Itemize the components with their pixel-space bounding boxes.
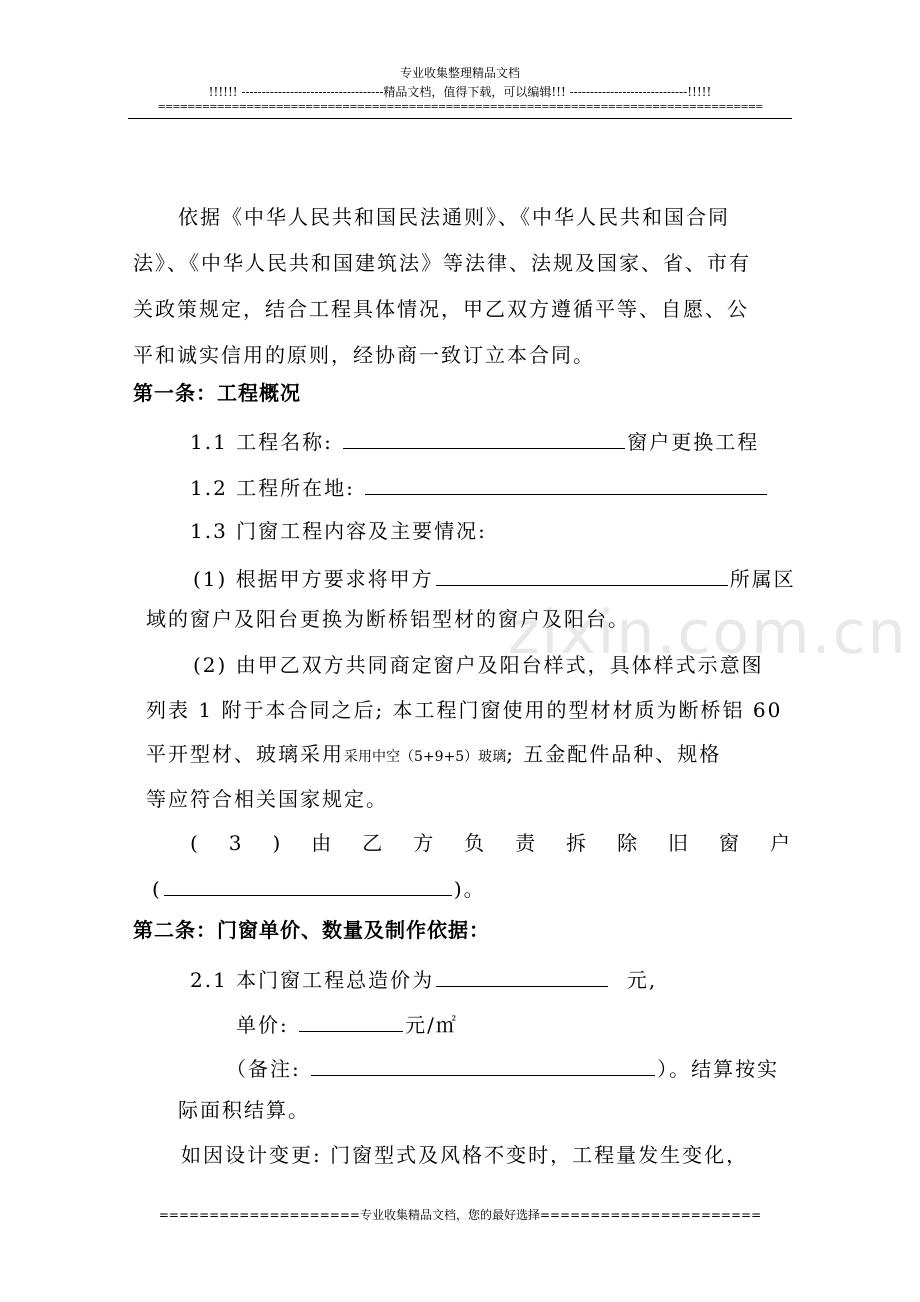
para-3-char: 由: [311, 831, 332, 855]
footer: ====================专业收集精品文档，您的最好选择======================: [158, 1208, 762, 1222]
para-2-line-3-a: 平开型材、玻璃采用: [146, 742, 344, 766]
total-price-field[interactable]: [436, 964, 608, 987]
para-3-char: 负: [464, 831, 485, 855]
watermark: zixin.com.cn: [508, 598, 908, 668]
glass-spec: 采用中空（5+9+5）玻璃: [344, 749, 507, 765]
note-suffix: ）。结算按实: [657, 1057, 780, 1081]
para-3-char: 乙: [362, 831, 383, 855]
project-location-field[interactable]: [365, 472, 767, 495]
intro-line-4: 平和诚实信用的原则，经协商一致订立本合同。: [133, 343, 595, 367]
item-1-2: [190, 472, 769, 501]
para-3-char: 拆: [566, 831, 587, 855]
para-2-line-4: 等应符合相关国家规定。: [146, 787, 388, 811]
unit-price-line: [236, 1009, 458, 1038]
header-equals-line: ==================================================================================: [157, 102, 763, 113]
note-line: [226, 1053, 779, 1082]
party-a-area-field[interactable]: [436, 563, 728, 586]
note-line-2: 际面积结算。: [178, 1098, 310, 1122]
para-3-char: 窗: [719, 831, 740, 855]
para-2-line-3-b: ; 五金配件品种、规格: [506, 742, 722, 766]
para-3-char: (: [190, 831, 198, 855]
article2-heading: 第二条：门窗单价、数量及制作依据：: [133, 918, 490, 942]
note-label: （备注:: [226, 1057, 301, 1081]
total-price-label: 2.1 本门窗工程总造价为: [190, 968, 435, 992]
para-2-line-1: (2) 由甲乙双方共同商定窗户及阳台样式，具体样式示意图: [193, 653, 764, 677]
para-3-line-2: [152, 873, 486, 902]
header-subtitle: !!!!!! -----------------------------------精品文档，值得下载，可以编辑!!! -----------------------------!!!!!: [208, 85, 712, 99]
para-3-char: 除: [617, 831, 638, 855]
old-window-field[interactable]: [164, 873, 452, 896]
para-3-char: 责: [515, 831, 536, 855]
header-title: 专业收集整理精品文档: [399, 66, 520, 80]
intro-line-2: 法》、《中华人民共和国建筑法》等法律、法规及国家、省、市有: [133, 251, 751, 275]
para-3-line-1: [190, 830, 790, 856]
item-1-3: 1.3 门窗工程内容及主要情况:: [190, 519, 487, 543]
item-1-1: [190, 426, 759, 455]
note-field[interactable]: [311, 1053, 655, 1076]
unit-price-label: 单价:: [236, 1013, 289, 1037]
para-1-line-2: 域的窗户及阳台更换为断桥铝型材的窗户及阳台。: [146, 607, 630, 631]
header-rule: [128, 118, 792, 119]
item-1-1-label: 1.1 工程名称:: [190, 430, 333, 454]
para-3-close: )。: [453, 877, 486, 901]
para-3-char: 户: [769, 831, 790, 855]
item-1-2-label: 1.2 工程所在地:: [190, 476, 355, 500]
unit-price-unit: 元/㎡: [405, 1013, 458, 1037]
para-1-prefix: (1) 根据甲方要求将甲方: [193, 567, 434, 591]
para-3-char: 旧: [668, 831, 689, 855]
total-price-line: [190, 964, 657, 993]
para-2-line-3: [146, 741, 721, 770]
unit-price-field[interactable]: [299, 1009, 403, 1032]
para-3-char: ): [272, 831, 281, 855]
para-3-open: (: [152, 877, 162, 901]
para-3-char: 3: [228, 831, 242, 855]
para-1-line-1: [193, 563, 796, 592]
intro-line-1: 依据《中华人民共和国民法通则》、《中华人民共和国合同: [178, 205, 730, 229]
intro-line-3: 关政策规定，结合工程具体情况，甲乙双方遵循平等、自愿、公: [133, 297, 749, 321]
para-1-suffix: 所属区: [729, 567, 796, 591]
total-price-unit: 元,: [626, 968, 658, 992]
para-3-char: 方: [413, 831, 434, 855]
article1-heading: 第一条：工程概况: [133, 381, 301, 405]
para-2-line-2: 列表 1 附于本合同之后; 本工程门窗使用的型材材质为断桥铝 60: [146, 698, 783, 722]
project-name-field[interactable]: [343, 426, 625, 449]
design-change-line: 如因设计变更: 门窗型式及风格不变时，工程量发生变化，: [181, 1143, 749, 1167]
item-1-1-suffix: 窗户更换工程: [627, 430, 760, 454]
